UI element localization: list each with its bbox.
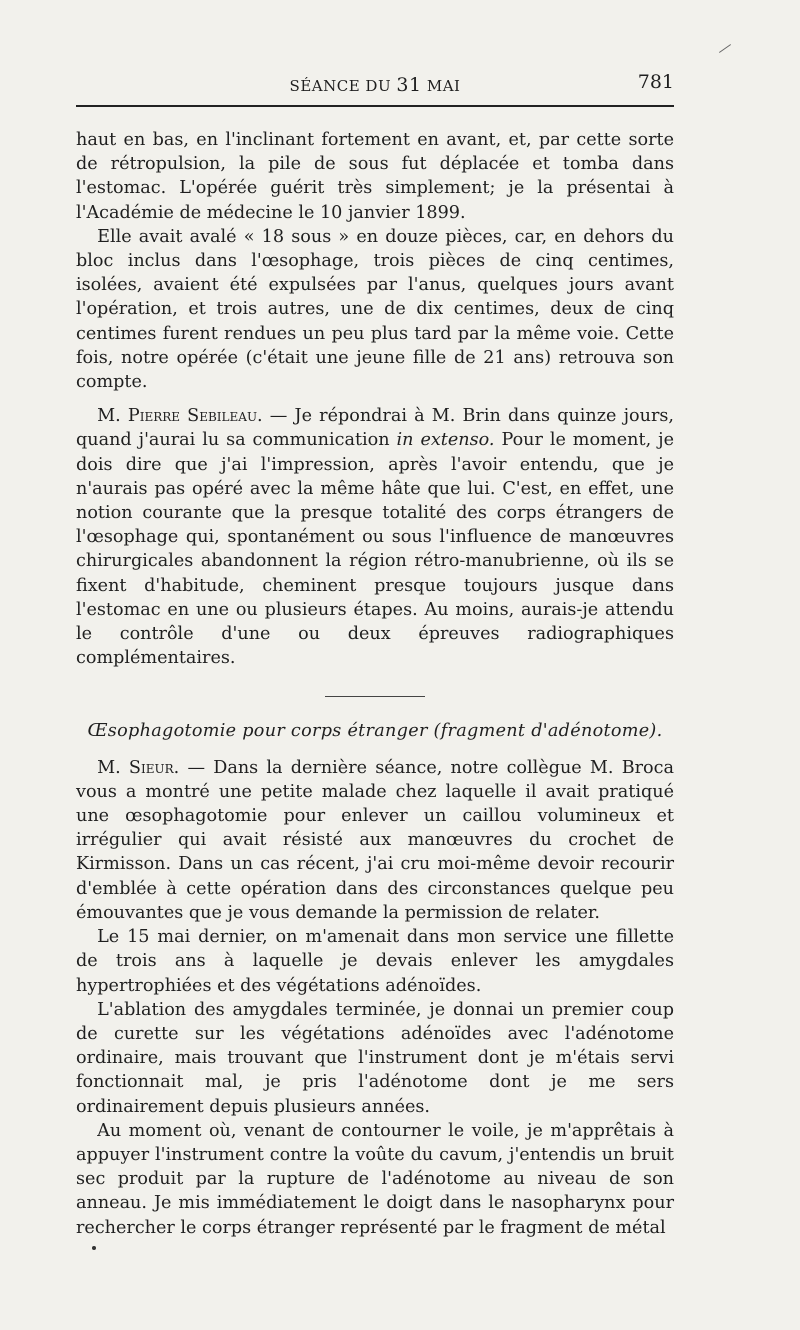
paragraph-6: L'ablation des amygdales terminée, je donnai un premier coup de curette sur les végétations adénoïdes avec l'adénotome ordinaire, mais trouvant que l'instrument dont je m'étais servi fonctionnait mal, je pris l'adénotome dont je me sers ordinairement depuis plusieurs années. <box>76 999 674 1117</box>
section-separator <box>325 696 425 697</box>
header-title-number: 31 <box>396 74 422 96</box>
document-page <box>76 0 674 1330</box>
header-title-part: MAI <box>421 77 461 95</box>
section-title: Œsophagotomie pour corps étranger (fragment d'adénotome). <box>87 721 663 742</box>
paragraph-5: Le 15 mai dernier, on m'amenait dans mon service une fillette de trois ans à laquelle je devais enlever les amygdales hypertrophiées et des végétations adénoïdes. <box>76 927 674 996</box>
speaker-name: M. Sieur. <box>97 757 180 778</box>
paragraph-3 <box>76 404 674 670</box>
scan-mark <box>719 44 731 53</box>
body-text <box>76 128 674 1240</box>
header-title-part: SÉANCE DU <box>289 77 397 95</box>
running-header <box>76 71 674 98</box>
paragraph-4 <box>76 756 674 925</box>
paragraph-3-text: — Je répondrai à M. Brin dans quinze jours, quand j'aurai lu sa communication <box>76 406 674 451</box>
ink-dot-mark <box>92 1246 96 1250</box>
header-rule <box>76 105 674 107</box>
paragraph-7: Au moment où, venant de contourner le voile, je m'apprêtais à appuyer l'instrument contre la voûte du cavum, j'entendis un bruit sec produit par la rupture de l'adénotome au niveau de son anneau. Je mis immédiatement le doigt dans le nasopharynx pour rechercher le corps étranger représenté par le fragment de métal <box>76 1120 674 1238</box>
paragraph-3-italic: in extenso. <box>396 430 495 451</box>
header-title <box>76 74 674 96</box>
paragraph-2: Elle avait avalé « 18 sous » en douze pièces, car, en dehors du bloc inclus dans l'œsophage, trois pièces de cinq centimes, isolées, avaient été expulsées par l'anus, quelques jours avant l'opération, et trois autres, une de dix centimes, deux de cinq centimes furent rendues un peu plus tard par la même voie. Cette fois, notre opérée (c'était une jeune fille de 21 ans) retrouva son compte. <box>76 226 674 393</box>
paragraph-1: haut en bas, en l'inclinant fortement en avant, et, par cette sorte de rétropulsion, la pile de sous fut déplacée et tomba dans l'estomac. L'opérée guérit très simplement; je la présentai à l'Académie de médecine le 10 janvier 1899. <box>76 130 674 223</box>
speaker-name: M. Pierre Sebileau. <box>97 406 263 427</box>
paragraph-4-text: — Dans la dernière séance, notre collègue M. Broca vous a montré une petite malade chez laquelle il avait pratiqué une œsophagotomie pour enlever un caillou volumineux et irrégulier qui avait résisté aux manœuvres du crochet de Kirmisson. Dans un cas récent, j'ai cru moi-même devoir recourir d'emblée à cette opération dans des circonstances quelque peu émouvantes que je vous demande la permission de relater. <box>76 757 674 923</box>
paragraph-3-text: Pour le moment, je dois dire que j'ai l'impression, après l'avoir entendu, que je n'aurais pas opéré avec la même hâte que lui. C'est, en effet, une notion courante que la presque totalité des corps étrangers de l'œsophage qui, spontanément ou sous l'influence de manœuvres chirurgicales abandonnent la région rétro-manubrienne, où ils se fixent d'habitude, cheminent presque toujours jusque dans l'estomac en une ou plusieurs étapes. Au moins, aurais-je attendu le contrôle d'une ou deux épreuves radiographiques complémentaires. <box>76 430 674 669</box>
page-number: 781 <box>637 71 674 93</box>
